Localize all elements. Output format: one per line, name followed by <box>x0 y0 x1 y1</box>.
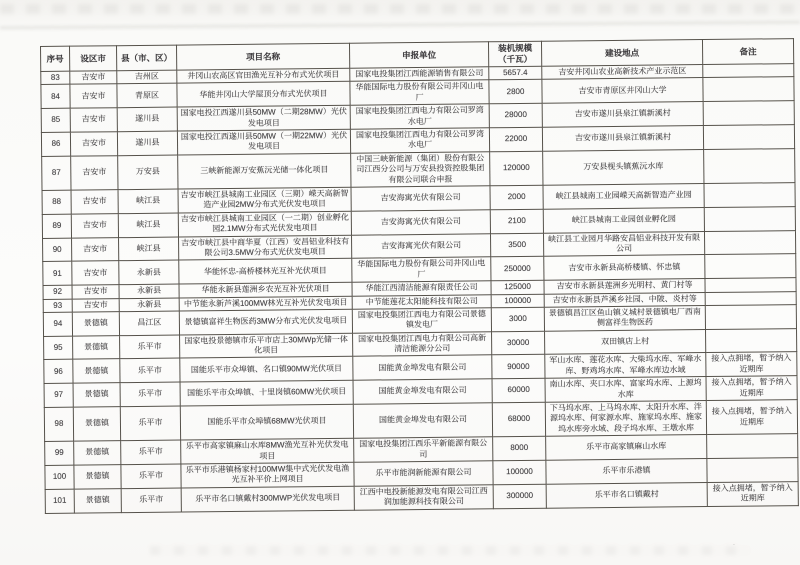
cell-applicant: 江西中电投新能源发电有限公司江西润加能源科技有限公司 <box>354 485 493 510</box>
cell-county: 峡江县 <box>118 213 178 237</box>
cell-no: 97 <box>44 383 73 407</box>
cell-remark <box>704 183 795 208</box>
column-header-no: 序号 <box>41 46 70 71</box>
cell-remark <box>704 230 795 255</box>
cell-capacity: 22000 <box>489 127 542 151</box>
column-header-county: 县（市、区） <box>117 45 177 71</box>
cell-no: 96 <box>44 360 73 384</box>
cell-project: 吉安市峡江县城南工业园区（一二期）创业孵化园2.1MW分布式光伏发电项目 <box>178 211 351 237</box>
cell-county: 青原区 <box>117 84 177 108</box>
cell-project: 国能乐平市众埠镇、十里岗镇60MW光伏项目 <box>180 380 353 406</box>
cell-county: 峡江县 <box>119 237 179 261</box>
cell-city: 吉安市 <box>72 237 119 261</box>
cell-capacity: 100000 <box>493 460 546 484</box>
cell-capacity: 2800 <box>489 80 542 104</box>
cell-capacity: 3500 <box>490 233 543 257</box>
cell-capacity: 68000 <box>492 402 545 437</box>
cell-location: 南山水库、夹口水库、富家坞水库、上源坞水库 <box>545 377 706 402</box>
cell-applicant: 国家电投集团江西能源销售有限公司 <box>350 67 489 82</box>
cell-city: 景德镇 <box>73 383 120 407</box>
cell-project: 华能怀忠-高桥楼林光互补光伏项目 <box>179 259 352 285</box>
cell-city: 景德镇 <box>72 312 119 336</box>
cell-applicant: 国能黄金埠发电有限公司 <box>353 403 492 439</box>
cell-city: 景德镇 <box>73 407 120 442</box>
cell-county: 遂川县 <box>117 107 177 131</box>
cell-county: 永新县 <box>119 298 179 312</box>
cell-remark <box>705 278 796 292</box>
cell-capacity: 120000 <box>490 151 543 186</box>
cell-no: 90 <box>43 238 72 262</box>
cell-location: 峡江县工业园月华路安昌铝业科技开发有限公司 <box>543 231 704 256</box>
cell-city: 景德镇 <box>73 335 120 359</box>
cell-remark <box>705 291 796 305</box>
cell-county: 乐平市 <box>121 464 181 488</box>
cell-location: 吉安市永新县莲洲乡光明村、黄门村等 <box>544 279 705 294</box>
cell-project: 井冈山农高区官田渔光互补分布式光伏项目 <box>177 68 350 83</box>
cell-applicant: 华能国际电力股份有限公司井冈山电厂 <box>352 257 491 282</box>
cell-county: 乐平市 <box>120 382 180 406</box>
cell-no: 84 <box>41 85 70 109</box>
cell-city: 吉安市 <box>70 71 117 85</box>
scan-bleedthrough-bottom <box>150 546 750 555</box>
cell-location: 峡江县城南工业园创业孵化园 <box>543 207 704 232</box>
column-header-capacity: 装机规模（千瓦） <box>488 41 541 67</box>
cell-capacity: 2000 <box>490 185 543 209</box>
cell-county: 乐平市 <box>120 335 180 359</box>
cell-no: 85 <box>41 108 70 132</box>
cell-county: 昌江区 <box>119 311 179 335</box>
cell-remark <box>703 64 794 78</box>
cell-capacity: 125000 <box>491 280 544 294</box>
cell-capacity: 250000 <box>491 257 544 281</box>
cell-no: 92 <box>43 285 72 299</box>
cell-remark: 接入点拥堵，暂予纳入近期库 <box>706 400 797 435</box>
cell-remark <box>707 458 798 483</box>
cell-no: 98 <box>44 407 73 441</box>
cell-no: 91 <box>43 262 72 286</box>
cell-city: 吉安市 <box>71 156 118 191</box>
cell-capacity: 2100 <box>490 209 543 233</box>
cell-no: 100 <box>45 465 74 489</box>
cell-location: 吉安市永新县高桥楼镇、怀忠镇 <box>544 255 705 280</box>
cell-remark <box>704 206 795 231</box>
cell-capacity: 30000 <box>492 331 545 355</box>
cell-project: 国能乐平市众埠镇、名口镇90MW光伏项目 <box>180 357 353 383</box>
cell-no: 86 <box>41 132 70 156</box>
cell-remark <box>706 328 797 353</box>
cell-no: 89 <box>42 214 71 238</box>
cell-location: 军山水库、莲花水库、大柴坞水库、军峰水库、野鸡坞水库、军峰水库边水域 <box>545 353 706 378</box>
cell-remark: 接入点拥堵，暂予纳入近期库 <box>706 376 797 401</box>
cell-city: 吉安市 <box>72 261 119 285</box>
cell-location: 吉安市永新县芦溪乡社园、中陂、炎村等 <box>544 292 705 307</box>
cell-county: 乐平市 <box>121 488 181 512</box>
cell-project: 华能永新县莲洲乡农光互补光伏项目 <box>179 282 352 297</box>
column-header-remark: 备注 <box>702 39 793 65</box>
cell-capacity: 100000 <box>491 294 544 308</box>
cell-county: 吉州区 <box>117 70 177 84</box>
cell-remark: 接入点拥堵，暂予纳入近期库 <box>706 352 797 377</box>
cell-city: 景德镇 <box>74 441 121 465</box>
cell-capacity: 5657.4 <box>489 66 542 80</box>
cell-capacity: 90000 <box>492 355 545 379</box>
cell-location: 乐平市乐港镇 <box>546 459 707 484</box>
cell-location: 吉安井冈山农业高新技术产业示范区 <box>542 65 703 80</box>
cell-county: 乐平市 <box>120 406 180 441</box>
cell-city: 景德镇 <box>74 488 121 512</box>
cell-project: 国家电投景德镇市乐平市店上30MWp光储一体化项目 <box>180 333 353 359</box>
scan-speck: . <box>733 540 735 547</box>
cell-city: 吉安市 <box>71 213 118 237</box>
cell-remark <box>707 434 798 459</box>
cell-applicant: 中节能莲花太阳能科技有限公司 <box>352 294 491 309</box>
cell-city: 吉安市 <box>71 190 118 214</box>
cell-location: 乐平市名口镇戴村 <box>546 482 707 507</box>
cell-project: 三峡新能源万安蕉沅光储一体化项目 <box>178 153 351 189</box>
cell-city: 吉安市 <box>72 285 119 299</box>
cell-applicant: 华能国际电力股份有限公司井冈山电厂 <box>350 80 489 105</box>
cell-applicant: 华能江西清洁能源有限责任公司 <box>352 281 491 296</box>
cell-no: 88 <box>42 190 71 214</box>
cell-location: 吉安市遂川县泉江镇新溪村 <box>542 102 703 127</box>
cell-capacity: 60000 <box>492 378 545 402</box>
scan-artifact-line <box>0 21 800 29</box>
cell-location: 吉安市遂川县泉江镇新溪村 <box>542 126 703 151</box>
cell-county: 峡江县 <box>118 189 178 213</box>
cell-county: 乐平市 <box>121 440 181 464</box>
cell-no: 83 <box>41 71 70 85</box>
cell-applicant: 吉安海寓光伏有限公司 <box>351 210 490 235</box>
cell-project: 吉安市峡江县城南工业园区（三期）嵘天高新智造产业园2MW分布式光伏发电项目 <box>178 187 351 213</box>
cell-applicant: 吉安海寓光伏有限公司 <box>351 186 490 211</box>
cell-project: 国家电投江西遂川县50MW（二期28MW）光伏发电项目 <box>177 106 350 132</box>
cell-no: 94 <box>43 312 72 336</box>
cell-project: 景德镇富祥生物医药3MW分布式光伏发电项目 <box>179 309 352 335</box>
cell-no: 95 <box>44 336 73 360</box>
cell-capacity: 8000 <box>493 436 546 460</box>
cell-applicant: 国家电投集团江西乐平新能源有限公司 <box>354 437 493 462</box>
cell-location: 双田镇店上村 <box>545 329 706 354</box>
cell-applicant: 中国三峡新能源（集团）股份有限公司江西分公司与万安县投资控股集团有限公司联合申报 <box>351 152 490 188</box>
scan-bleedthrough-top <box>0 4 800 14</box>
cell-applicant: 国家电投集团江西电力有限公司罗湾水电厂 <box>350 128 489 153</box>
cell-project: 吉安市峡江县中商华夏（江西）安昌铝业科技有限公司3.5MW分布式光伏发电项目 <box>179 235 352 261</box>
cell-project: 国家电投江西遂川县50MW（一期22MW）光伏发电项目 <box>177 129 350 155</box>
cell-city: 吉安市 <box>72 298 119 312</box>
cell-applicant: 国能黄金埠发电有限公司 <box>353 379 492 404</box>
cell-applicant: 国能黄金埠发电有限公司 <box>353 355 492 380</box>
cell-applicant: 乐平市能润新能源有限公司 <box>354 461 493 486</box>
cell-city: 景德镇 <box>74 465 121 489</box>
cell-county: 永新县 <box>119 260 179 284</box>
cell-location: 峡江县城南工业园嵘天高新智造产业园 <box>543 184 704 209</box>
cell-location: 景德镇昌江区鱼山镇义城村景德镇电厂西南侧富祥生物医药 <box>544 305 705 330</box>
cell-no: 101 <box>45 489 74 513</box>
table-container <box>40 38 799 513</box>
cell-no: 87 <box>42 156 71 190</box>
cell-county: 乐平市 <box>120 359 180 383</box>
cell-no: 99 <box>45 441 74 465</box>
column-header-city: 设区市 <box>70 46 117 72</box>
cell-location: 吉安市青原区井冈山大学 <box>542 78 703 103</box>
table-body <box>41 64 799 513</box>
column-header-location: 建设地点 <box>541 40 702 67</box>
cell-applicant: 吉安海寓光伏有限公司 <box>351 233 490 258</box>
cell-capacity: 3000 <box>491 307 544 331</box>
cell-remark <box>703 77 794 102</box>
cell-applicant: 国家电投集团江西电力有限公司罗湾水电厂 <box>350 104 489 129</box>
cell-capacity: 28000 <box>489 104 542 128</box>
column-header-applicant: 申报单位 <box>349 42 488 69</box>
cell-remark <box>703 101 794 126</box>
cell-project: 国能乐平市众埠镇68MW光伏项目 <box>180 404 353 440</box>
cell-city: 景德镇 <box>73 359 120 383</box>
column-header-project: 项目名称 <box>176 43 349 70</box>
cell-county: 遂川县 <box>117 131 177 155</box>
cell-remark <box>705 254 796 279</box>
cell-project: 乐平市乐港镇杨家村100MW集中式光伏发电渔光互补平价上网项目 <box>181 462 354 488</box>
cell-project: 华能井冈山大学屋顶分布式光伏项目 <box>177 82 350 108</box>
cell-city: 吉安市 <box>70 84 117 108</box>
cell-location: 乐平市高家镇麻山水库 <box>546 435 707 460</box>
cell-remark <box>705 305 796 330</box>
cell-remark <box>704 148 795 183</box>
cell-applicant: 国家电投集团江西电力有限公司高新清洁能源分公司 <box>353 331 492 356</box>
cell-city: 吉安市 <box>70 108 117 132</box>
cell-project: 中节能永新芦溪100MW林光互补光伏发电项目 <box>179 296 352 311</box>
cell-city: 吉安市 <box>70 132 117 156</box>
cell-no: 93 <box>43 299 72 313</box>
projects-table <box>40 38 799 513</box>
cell-location: 万安县枧头镇蕉沅水库 <box>543 149 704 185</box>
cell-applicant: 国家电投集团江西电力有限公司景德镇发电厂 <box>352 308 491 333</box>
cell-capacity: 300000 <box>493 484 546 508</box>
cell-county: 万安县 <box>118 155 178 190</box>
cell-remark: 接入点拥堵，暂予纳入近期库 <box>707 481 798 506</box>
cell-project: 乐平市名口镇戴村300MWP光伏发电项目 <box>181 486 354 512</box>
cell-project: 乐平市高家镇麻山水库8MW渔光互补光伏发电项目 <box>181 438 354 464</box>
cell-county: 永新县 <box>119 284 179 298</box>
cell-location: 下马坞水库、上马坞水库、太阳升水库、泮源坞水库、何家源水库、施家坞水库、施家坞水库旁水域、段子坞水库、王墩水库 <box>545 401 706 437</box>
cell-remark <box>703 125 794 150</box>
